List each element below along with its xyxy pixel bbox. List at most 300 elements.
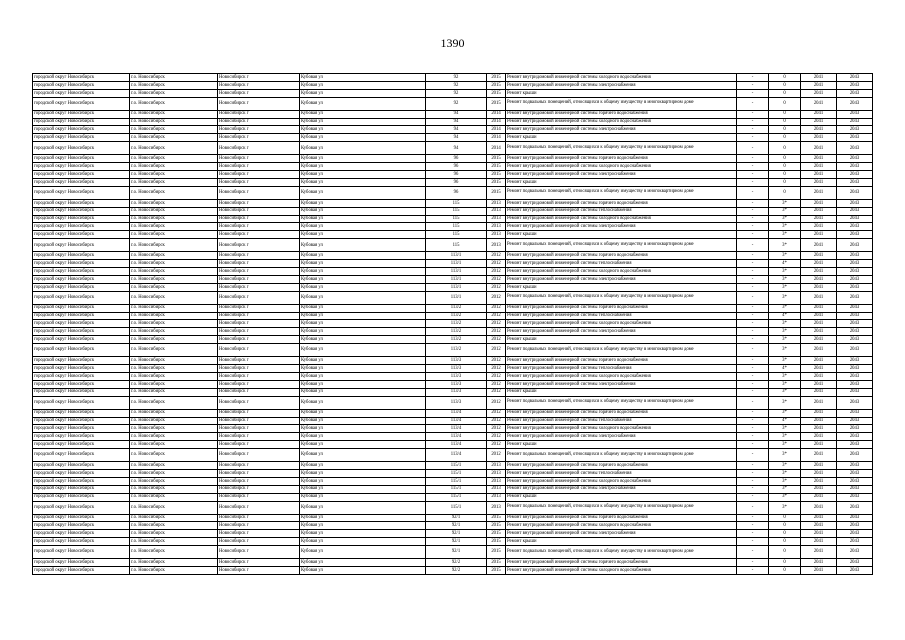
cell-dash: - xyxy=(737,485,769,493)
cell-year: 2014 xyxy=(487,134,506,142)
cell-street: Кубовая ул xyxy=(300,417,426,425)
cell-dash: - xyxy=(737,396,769,409)
cell-count: 3* xyxy=(769,449,801,462)
cell-count: 3* xyxy=(769,320,801,328)
cell-municipality: г.о. Новосибирск xyxy=(130,260,218,268)
cell-year: 2015 xyxy=(487,178,506,186)
cell-year-end: 2043 xyxy=(837,365,873,373)
cell-year-start: 2041 xyxy=(801,320,837,328)
cell-work-type: Ремонт внутридомовой инженерной системы холодного водоснабжения xyxy=(506,477,737,485)
cell-count: 3* xyxy=(769,268,801,276)
cell-dash: - xyxy=(737,178,769,186)
cell-house-number: 113/4 xyxy=(426,449,487,462)
cell-dash: - xyxy=(737,231,769,239)
cell-year-start: 2041 xyxy=(801,231,837,239)
cell-street: Кубовая ул xyxy=(300,134,426,142)
cell-district: городской округ Новосибирск xyxy=(33,559,130,567)
cell-year: 2012 xyxy=(487,357,506,365)
cell-street: Кубовая ул xyxy=(300,304,426,312)
cell-house-number: 92 xyxy=(426,89,487,97)
cell-district: городской округ Новосибирск xyxy=(33,425,130,433)
cell-work-type: Ремонт внутридомовой инженерной системы холодного водоснабжения xyxy=(506,425,737,433)
cell-year-end: 2043 xyxy=(837,320,873,328)
cell-work-type: Ремонт внутридомовой инженерной системы холодного водоснабжения xyxy=(506,372,737,380)
cell-city: Новосибирск г xyxy=(218,365,300,373)
cell-city: Новосибирск г xyxy=(218,134,300,142)
cell-dash: - xyxy=(737,417,769,425)
cell-year-end: 2043 xyxy=(837,530,873,538)
cell-municipality: г.о. Новосибирск xyxy=(130,142,218,155)
cell-year: 2012 xyxy=(487,441,506,449)
cell-work-type: Ремонт внутридомовой инженерной системы электроснабжения xyxy=(506,126,737,134)
cell-district: городской округ Новосибирск xyxy=(33,118,130,126)
table-row xyxy=(33,199,873,207)
cell-street: Кубовая ул xyxy=(300,81,426,89)
cell-year: 2015 xyxy=(487,566,506,574)
cell-dash: - xyxy=(737,380,769,388)
cell-city: Новосибирск г xyxy=(218,409,300,417)
cell-house-number: 94 xyxy=(426,118,487,126)
cell-municipality: г.о. Новосибирск xyxy=(130,433,218,441)
cell-count: 3* xyxy=(769,493,801,501)
cell-work-type: Ремонт внутридомовой инженерной системы холодного водоснабжения xyxy=(506,118,737,126)
cell-street: Кубовая ул xyxy=(300,283,426,291)
cell-house-number: 92 xyxy=(426,81,487,89)
cell-year: 2012 xyxy=(487,449,506,462)
table-body xyxy=(33,74,873,575)
cell-year: 2013 xyxy=(487,485,506,493)
table-row xyxy=(33,514,873,522)
table-row xyxy=(33,380,873,388)
cell-year: 2015 xyxy=(487,74,506,82)
cell-municipality: г.о. Новосибирск xyxy=(130,110,218,118)
table-row xyxy=(33,275,873,283)
table-row xyxy=(33,89,873,97)
table-row xyxy=(33,328,873,336)
cell-city: Новосибирск г xyxy=(218,566,300,574)
cell-district: городской округ Новосибирск xyxy=(33,493,130,501)
cell-year: 2013 xyxy=(487,469,506,477)
cell-city: Новосибирск г xyxy=(218,291,300,304)
cell-count: 3* xyxy=(769,344,801,357)
cell-house-number: 113/3 xyxy=(426,372,487,380)
cell-district: городской округ Новосибирск xyxy=(33,477,130,485)
cell-house-number: 94 xyxy=(426,142,487,155)
cell-district: городской округ Новосибирск xyxy=(33,320,130,328)
cell-count: 0 xyxy=(769,163,801,171)
cell-count: 3* xyxy=(769,388,801,396)
cell-work-type: Ремонт внутридомовой инженерной системы холодного водоснабжения xyxy=(506,566,737,574)
cell-city: Новосибирск г xyxy=(218,559,300,567)
cell-city: Новосибирск г xyxy=(218,223,300,231)
cell-street: Кубовая ул xyxy=(300,501,426,514)
table-row xyxy=(33,142,873,155)
cell-year-end: 2043 xyxy=(837,559,873,567)
cell-year-start: 2041 xyxy=(801,559,837,567)
cell-year: 2012 xyxy=(487,380,506,388)
cell-city: Новосибирск г xyxy=(218,514,300,522)
cell-municipality: г.о. Новосибирск xyxy=(130,462,218,470)
cell-work-type: Ремонт крыши xyxy=(506,178,737,186)
cell-year-start: 2041 xyxy=(801,97,837,110)
cell-dash: - xyxy=(737,142,769,155)
cell-year-start: 2041 xyxy=(801,215,837,223)
cell-city: Новосибирск г xyxy=(218,74,300,82)
cell-district: городской округ Новосибирск xyxy=(33,268,130,276)
cell-street: Кубовая ул xyxy=(300,291,426,304)
cell-count: 3* xyxy=(769,441,801,449)
cell-work-type: Ремонт подвальных помещений, относящихся к общему имуществу в многоквартирном доме xyxy=(506,344,737,357)
cell-municipality: г.о. Новосибирск xyxy=(130,118,218,126)
cell-year-end: 2043 xyxy=(837,134,873,142)
cell-year-start: 2041 xyxy=(801,514,837,522)
cell-year-end: 2043 xyxy=(837,372,873,380)
table-row xyxy=(33,477,873,485)
cell-dash: - xyxy=(737,134,769,142)
cell-count: 4* xyxy=(769,260,801,268)
cell-street: Кубовая ул xyxy=(300,163,426,171)
cell-municipality: г.о. Новосибирск xyxy=(130,328,218,336)
table-row xyxy=(33,239,873,252)
cell-count: 0 xyxy=(769,142,801,155)
cell-work-type: Ремонт внутридомовой инженерной системы горячего водоснабжения xyxy=(506,409,737,417)
cell-city: Новосибирск г xyxy=(218,155,300,163)
cell-municipality: г.о. Новосибирск xyxy=(130,239,218,252)
cell-house-number: 94 xyxy=(426,110,487,118)
cell-year-start: 2041 xyxy=(801,304,837,312)
cell-street: Кубовая ул xyxy=(300,425,426,433)
cell-count: 0 xyxy=(769,171,801,179)
cell-municipality: г.о. Новосибирск xyxy=(130,126,218,134)
cell-street: Кубовая ул xyxy=(300,275,426,283)
cell-house-number: 113/1 xyxy=(426,268,487,276)
cell-street: Кубовая ул xyxy=(300,110,426,118)
table-row xyxy=(33,485,873,493)
cell-count: 0 xyxy=(769,81,801,89)
cell-work-type: Ремонт крыши xyxy=(506,388,737,396)
cell-year: 2015 xyxy=(487,163,506,171)
cell-dash: - xyxy=(737,469,769,477)
cell-city: Новосибирск г xyxy=(218,477,300,485)
cell-count: 0 xyxy=(769,155,801,163)
cell-year: 2012 xyxy=(487,291,506,304)
cell-dash: - xyxy=(737,477,769,485)
cell-municipality: г.о. Новосибирск xyxy=(130,425,218,433)
cell-house-number: 115 xyxy=(426,231,487,239)
cell-year-end: 2043 xyxy=(837,155,873,163)
cell-city: Новосибирск г xyxy=(218,304,300,312)
cell-year: 2013 xyxy=(487,199,506,207)
table-row xyxy=(33,344,873,357)
cell-dash: - xyxy=(737,291,769,304)
cell-dash: - xyxy=(737,530,769,538)
table-row xyxy=(33,336,873,344)
cell-city: Новосибирск г xyxy=(218,312,300,320)
cell-dash: - xyxy=(737,207,769,215)
cell-year-end: 2043 xyxy=(837,388,873,396)
cell-municipality: г.о. Новосибирск xyxy=(130,538,218,546)
cell-street: Кубовая ул xyxy=(300,74,426,82)
cell-year-end: 2043 xyxy=(837,207,873,215)
table-row xyxy=(33,134,873,142)
cell-municipality: г.о. Новосибирск xyxy=(130,441,218,449)
cell-count: 0 xyxy=(769,546,801,559)
cell-work-type: Ремонт внутридомовой инженерной системы электроснабжения xyxy=(506,171,737,179)
cell-count: 3* xyxy=(769,275,801,283)
table-row xyxy=(33,522,873,530)
cell-year-end: 2043 xyxy=(837,178,873,186)
cell-dash: - xyxy=(737,268,769,276)
cell-street: Кубовая ул xyxy=(300,97,426,110)
cell-year-start: 2041 xyxy=(801,126,837,134)
cell-year: 2015 xyxy=(487,522,506,530)
cell-district: городской округ Новосибирск xyxy=(33,252,130,260)
cell-year-start: 2041 xyxy=(801,186,837,199)
cell-city: Новосибирск г xyxy=(218,485,300,493)
cell-district: городской округ Новосибирск xyxy=(33,275,130,283)
cell-year: 2014 xyxy=(487,142,506,155)
cell-municipality: г.о. Новосибирск xyxy=(130,223,218,231)
cell-year: 2013 xyxy=(487,493,506,501)
cell-year: 2012 xyxy=(487,417,506,425)
cell-count: 0 xyxy=(769,178,801,186)
table-row xyxy=(33,530,873,538)
cell-year-start: 2041 xyxy=(801,199,837,207)
cell-street: Кубовая ул xyxy=(300,433,426,441)
cell-work-type: Ремонт крыши xyxy=(506,89,737,97)
cell-work-type: Ремонт внутридомовой инженерной системы электроснабжения xyxy=(506,275,737,283)
cell-municipality: г.о. Новосибирск xyxy=(130,477,218,485)
cell-house-number: 92 xyxy=(426,97,487,110)
cell-year-end: 2043 xyxy=(837,417,873,425)
cell-year-start: 2041 xyxy=(801,155,837,163)
cell-year-end: 2043 xyxy=(837,304,873,312)
cell-dash: - xyxy=(737,501,769,514)
cell-house-number: 115/1 xyxy=(426,493,487,501)
cell-year-start: 2041 xyxy=(801,312,837,320)
cell-year-end: 2043 xyxy=(837,501,873,514)
cell-dash: - xyxy=(737,433,769,441)
cell-work-type: Ремонт крыши xyxy=(506,441,737,449)
cell-street: Кубовая ул xyxy=(300,462,426,470)
cell-count: 3* xyxy=(769,425,801,433)
cell-city: Новосибирск г xyxy=(218,89,300,97)
table-row xyxy=(33,97,873,110)
cell-year-start: 2041 xyxy=(801,462,837,470)
cell-city: Новосибирск г xyxy=(218,231,300,239)
cell-street: Кубовая ул xyxy=(300,388,426,396)
cell-year: 2015 xyxy=(487,530,506,538)
cell-street: Кубовая ул xyxy=(300,312,426,320)
cell-house-number: 115/1 xyxy=(426,501,487,514)
cell-city: Новосибирск г xyxy=(218,199,300,207)
cell-work-type: Ремонт внутридомовой инженерной системы холодного водоснабжения xyxy=(506,522,737,530)
cell-year-end: 2043 xyxy=(837,239,873,252)
cell-work-type: Ремонт подвальных помещений, относящихся к общему имуществу в многоквартирном доме xyxy=(506,186,737,199)
cell-dash: - xyxy=(737,566,769,574)
cell-year-start: 2041 xyxy=(801,357,837,365)
cell-work-type: Ремонт внутридомовой инженерной системы электроснабжения xyxy=(506,530,737,538)
cell-street: Кубовая ул xyxy=(300,441,426,449)
table-row xyxy=(33,493,873,501)
cell-city: Новосибирск г xyxy=(218,328,300,336)
cell-year-start: 2041 xyxy=(801,477,837,485)
cell-municipality: г.о. Новосибирск xyxy=(130,155,218,163)
cell-year-end: 2043 xyxy=(837,433,873,441)
cell-district: городской округ Новосибирск xyxy=(33,155,130,163)
table-row xyxy=(33,171,873,179)
cell-work-type: Ремонт внутридомовой инженерной системы теплоснабжения xyxy=(506,469,737,477)
cell-year-end: 2043 xyxy=(837,514,873,522)
cell-city: Новосибирск г xyxy=(218,239,300,252)
cell-year-end: 2043 xyxy=(837,312,873,320)
cell-municipality: г.о. Новосибирск xyxy=(130,493,218,501)
cell-dash: - xyxy=(737,559,769,567)
cell-district: городской округ Новосибирск xyxy=(33,449,130,462)
cell-city: Новосибирск г xyxy=(218,163,300,171)
cell-district: городской округ Новосибирск xyxy=(33,530,130,538)
cell-municipality: г.о. Новосибирск xyxy=(130,199,218,207)
cell-city: Новосибирск г xyxy=(218,396,300,409)
table-row xyxy=(33,110,873,118)
cell-work-type: Ремонт подвальных помещений, относящихся к общему имуществу в многоквартирном доме xyxy=(506,291,737,304)
cell-count: 3* xyxy=(769,328,801,336)
cell-year-end: 2043 xyxy=(837,328,873,336)
cell-municipality: г.о. Новосибирск xyxy=(130,291,218,304)
cell-year: 2015 xyxy=(487,171,506,179)
cell-municipality: г.о. Новосибирск xyxy=(130,134,218,142)
cell-count: 3* xyxy=(769,239,801,252)
cell-street: Кубовая ул xyxy=(300,493,426,501)
cell-street: Кубовая ул xyxy=(300,566,426,574)
page-number: 1390 xyxy=(440,36,465,50)
cell-work-type: Ремонт внутридомовой инженерной системы электроснабжения xyxy=(506,81,737,89)
cell-year-end: 2043 xyxy=(837,118,873,126)
cell-city: Новосибирск г xyxy=(218,336,300,344)
cell-year: 2013 xyxy=(487,501,506,514)
cell-year-end: 2043 xyxy=(837,97,873,110)
cell-year-end: 2043 xyxy=(837,252,873,260)
table-row xyxy=(33,74,873,82)
repair-schedule-table xyxy=(32,73,873,575)
cell-city: Новосибирск г xyxy=(218,320,300,328)
cell-municipality: г.о. Новосибирск xyxy=(130,372,218,380)
cell-year-end: 2043 xyxy=(837,538,873,546)
cell-dash: - xyxy=(737,186,769,199)
cell-street: Кубовая ул xyxy=(300,522,426,530)
cell-year-start: 2041 xyxy=(801,433,837,441)
cell-house-number: 115/1 xyxy=(426,462,487,470)
cell-year: 2012 xyxy=(487,372,506,380)
cell-year-start: 2041 xyxy=(801,239,837,252)
cell-year-start: 2041 xyxy=(801,530,837,538)
cell-district: городской округ Новосибирск xyxy=(33,215,130,223)
cell-dash: - xyxy=(737,441,769,449)
cell-house-number: 96 xyxy=(426,171,487,179)
cell-year-start: 2041 xyxy=(801,485,837,493)
table-row xyxy=(33,312,873,320)
cell-year-start: 2041 xyxy=(801,291,837,304)
table-row xyxy=(33,449,873,462)
cell-municipality: г.о. Новосибирск xyxy=(130,312,218,320)
cell-district: городской округ Новосибирск xyxy=(33,223,130,231)
cell-count: 0 xyxy=(769,538,801,546)
cell-work-type: Ремонт внутридомовой инженерной системы горячего водоснабжения xyxy=(506,155,737,163)
cell-dash: - xyxy=(737,409,769,417)
cell-district: городской округ Новосибирск xyxy=(33,546,130,559)
cell-district: городской округ Новосибирск xyxy=(33,186,130,199)
cell-house-number: 115/1 xyxy=(426,469,487,477)
cell-count: 0 xyxy=(769,559,801,567)
cell-district: городской округ Новосибирск xyxy=(33,388,130,396)
cell-municipality: г.о. Новосибирск xyxy=(130,283,218,291)
cell-year-start: 2041 xyxy=(801,501,837,514)
cell-year-start: 2041 xyxy=(801,207,837,215)
cell-district: городской округ Новосибирск xyxy=(33,291,130,304)
cell-street: Кубовая ул xyxy=(300,538,426,546)
cell-year-start: 2041 xyxy=(801,388,837,396)
cell-work-type: Ремонт крыши xyxy=(506,231,737,239)
cell-work-type: Ремонт внутридомовой инженерной системы электроснабжения xyxy=(506,433,737,441)
cell-year-end: 2043 xyxy=(837,283,873,291)
cell-district: городской округ Новосибирск xyxy=(33,566,130,574)
cell-district: городской округ Новосибирск xyxy=(33,328,130,336)
cell-year-end: 2043 xyxy=(837,336,873,344)
cell-municipality: г.о. Новосибирск xyxy=(130,171,218,179)
cell-street: Кубовая ул xyxy=(300,171,426,179)
cell-year-start: 2041 xyxy=(801,409,837,417)
cell-work-type: Ремонт внутридомовой инженерной системы горячего водоснабжения xyxy=(506,304,737,312)
cell-year-end: 2043 xyxy=(837,81,873,89)
cell-district: городской округ Новосибирск xyxy=(33,380,130,388)
cell-dash: - xyxy=(737,118,769,126)
cell-municipality: г.о. Новосибирск xyxy=(130,178,218,186)
cell-year-start: 2041 xyxy=(801,522,837,530)
cell-dash: - xyxy=(737,199,769,207)
cell-district: городской округ Новосибирск xyxy=(33,417,130,425)
cell-district: городской округ Новосибирск xyxy=(33,485,130,493)
cell-district: городской округ Новосибирск xyxy=(33,199,130,207)
cell-house-number: 115 xyxy=(426,207,487,215)
cell-district: городской округ Новосибирск xyxy=(33,441,130,449)
cell-work-type: Ремонт внутридомовой инженерной системы горячего водоснабжения xyxy=(506,514,737,522)
cell-street: Кубовая ул xyxy=(300,207,426,215)
cell-street: Кубовая ул xyxy=(300,409,426,417)
cell-city: Новосибирск г xyxy=(218,388,300,396)
cell-house-number: 92/1 xyxy=(426,546,487,559)
cell-year-start: 2041 xyxy=(801,538,837,546)
cell-district: городской округ Новосибирск xyxy=(33,396,130,409)
cell-work-type: Ремонт внутридомовой инженерной системы горячего водоснабжения xyxy=(506,199,737,207)
cell-dash: - xyxy=(737,215,769,223)
cell-year: 2012 xyxy=(487,320,506,328)
cell-municipality: г.о. Новосибирск xyxy=(130,320,218,328)
table-row xyxy=(33,155,873,163)
cell-dash: - xyxy=(737,74,769,82)
cell-work-type: Ремонт внутридомовой инженерной системы горячего водоснабжения xyxy=(506,110,737,118)
cell-year-end: 2043 xyxy=(837,74,873,82)
cell-work-type: Ремонт подвальных помещений, относящихся к общему имуществу в многоквартирном доме xyxy=(506,239,737,252)
cell-municipality: г.о. Новосибирск xyxy=(130,485,218,493)
cell-work-type: Ремонт внутридомовой инженерной системы теплоснабжения xyxy=(506,417,737,425)
cell-count: 3* xyxy=(769,207,801,215)
table-row xyxy=(33,283,873,291)
table-row xyxy=(33,223,873,231)
cell-year: 2012 xyxy=(487,252,506,260)
cell-work-type: Ремонт подвальных помещений, относящихся к общему имуществу в многоквартирном доме xyxy=(506,97,737,110)
cell-work-type: Ремонт внутридомовой инженерной системы теплоснабжения xyxy=(506,365,737,373)
cell-house-number: 96 xyxy=(426,186,487,199)
